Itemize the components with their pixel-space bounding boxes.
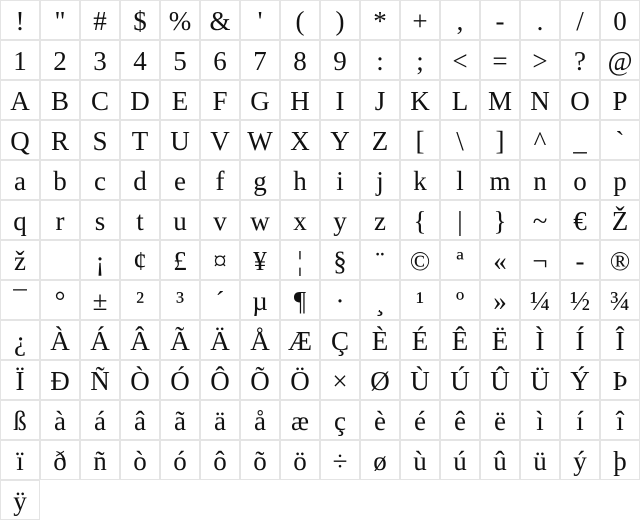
glyph-cell[interactable]: ð [40,440,80,480]
glyph-cell[interactable]: ° [40,280,80,320]
glyph-cell[interactable]: Ž [600,200,640,240]
glyph-cell[interactable]: ø [360,440,400,480]
glyph-cell[interactable]: _ [560,120,600,160]
glyph-cell[interactable]: õ [240,440,280,480]
glyph-cell[interactable]: t [120,200,160,240]
glyph-cell[interactable]: - [480,0,520,40]
glyph-cell[interactable]: · [320,280,360,320]
glyph-cell[interactable]: € [560,200,600,240]
glyph-cell[interactable]: Ù [400,360,440,400]
empty-grid-area [40,480,640,520]
glyph-cell[interactable]: à [40,400,80,440]
glyph-cell[interactable]: G [240,80,280,120]
glyph-cell[interactable]: ã [160,400,200,440]
glyph-cell[interactable]: d [120,160,160,200]
glyph-cell[interactable]: $ [120,0,160,40]
glyph-cell[interactable]: ¾ [600,280,640,320]
glyph-cell[interactable]: M [480,80,520,120]
glyph-cell[interactable]: r [40,200,80,240]
glyph-cell[interactable]: ' [240,0,280,40]
glyph-cell[interactable]: l [440,160,480,200]
glyph-cell[interactable]: É [400,320,440,360]
glyph-cell[interactable]: . [520,0,560,40]
glyph-cell[interactable]: ç [320,400,360,440]
glyph-cell[interactable]: s [80,200,120,240]
glyph-cell[interactable]: û [480,440,520,480]
glyph-cell[interactable]: ´ [200,280,240,320]
glyph-cell[interactable]: [ [400,120,440,160]
glyph-cell[interactable]: ¬ [520,240,560,280]
glyph-cell[interactable]: ² [120,280,160,320]
glyph-cell[interactable]: j [360,160,400,200]
glyph-cell[interactable]: Ú [440,360,480,400]
glyph-cell[interactable]: ý [560,440,600,480]
glyph-cell[interactable]: È [360,320,400,360]
glyph-cell[interactable]: h [280,160,320,200]
glyph-cell[interactable]: ¡ [80,240,120,280]
glyph-cell[interactable]: î [600,400,640,440]
glyph-cell[interactable]: Á [80,320,120,360]
glyph-cell[interactable]: ¶ [280,280,320,320]
glyph-cell[interactable]: æ [280,400,320,440]
glyph-cell[interactable]: W [240,120,280,160]
glyph-cell[interactable]: Ô [200,360,240,400]
glyph-cell[interactable]: Â [120,320,160,360]
glyph-cell[interactable]: c [80,160,120,200]
glyph-cell[interactable]: ä [200,400,240,440]
glyph-cell[interactable]: ½ [560,280,600,320]
glyph-cell[interactable]: â [120,400,160,440]
glyph-cell[interactable]: « [480,240,520,280]
glyph-cell[interactable]: 3 [80,40,120,80]
glyph-cell[interactable]: ~ [520,200,560,240]
glyph-cell[interactable]: ¿ [0,320,40,360]
glyph-cell[interactable]: ; [400,40,440,80]
glyph-cell[interactable]: Ý [560,360,600,400]
glyph-cell[interactable]: Ë [480,320,520,360]
glyph-cell[interactable]: ± [80,280,120,320]
glyph-cell[interactable]: 2 [40,40,80,80]
glyph-cell[interactable]: Ê [440,320,480,360]
glyph-cell[interactable]: k [400,160,440,200]
glyph-cell[interactable]: < [440,40,480,80]
glyph-cell[interactable]: ö [280,440,320,480]
glyph-cell[interactable]: & [200,0,240,40]
glyph-cell[interactable]: i [320,160,360,200]
glyph-cell[interactable]: g [240,160,280,200]
glyph-cell[interactable]: 9 [320,40,360,80]
glyph-cell[interactable]: ÷ [320,440,360,480]
glyph-cell[interactable]: ! [0,0,40,40]
glyph-cell[interactable]: N [520,80,560,120]
glyph-cell-blank[interactable] [40,240,80,280]
glyph-cell[interactable]: 1 [0,40,40,80]
glyph-cell[interactable]: ª [440,240,480,280]
glyph-cell[interactable]: K [400,80,440,120]
glyph-cell[interactable]: z [360,200,400,240]
glyph-cell[interactable]: : [360,40,400,80]
glyph-cell[interactable]: x [280,200,320,240]
glyph-cell[interactable]: ¦ [280,240,320,280]
glyph-cell[interactable]: # [80,0,120,40]
glyph-cell[interactable]: Î [600,320,640,360]
glyph-cell[interactable]: Ì [520,320,560,360]
glyph-cell[interactable]: ò [120,440,160,480]
glyph-cell[interactable]: ¸ [360,280,400,320]
glyph-cell[interactable]: A [0,80,40,120]
glyph-cell[interactable]: ¥ [240,240,280,280]
glyph-cell[interactable]: I [320,80,360,120]
glyph-cell[interactable]: Þ [600,360,640,400]
glyph-cell[interactable]: 7 [240,40,280,80]
glyph-cell[interactable]: ú [440,440,480,480]
glyph-cell[interactable]: X [280,120,320,160]
glyph-cell[interactable]: > [520,40,560,80]
glyph-cell[interactable]: Å [240,320,280,360]
glyph-cell[interactable]: } [480,200,520,240]
glyph-cell[interactable]: å [240,400,280,440]
glyph-cell[interactable]: ) [320,0,360,40]
glyph-cell[interactable]: ³ [160,280,200,320]
glyph-cell[interactable]: Ü [520,360,560,400]
glyph-cell[interactable]: 0 [600,0,640,40]
glyph-cell[interactable]: í [560,400,600,440]
glyph-cell[interactable]: n [520,160,560,200]
glyph-cell[interactable]: ž [0,240,40,280]
glyph-cell[interactable]: ì [520,400,560,440]
glyph-cell[interactable]: | [440,200,480,240]
glyph-cell[interactable]: á [80,400,120,440]
glyph-cell[interactable]: 6 [200,40,240,80]
glyph-cell[interactable]: Û [480,360,520,400]
glyph-cell[interactable]: R [40,120,80,160]
glyph-cell[interactable]: ê [440,400,480,440]
glyph-cell[interactable]: Ñ [80,360,120,400]
glyph-cell[interactable]: Õ [240,360,280,400]
glyph-cell[interactable]: C [80,80,120,120]
glyph-cell[interactable]: è [360,400,400,440]
glyph-cell[interactable]: D [120,80,160,120]
glyph-cell[interactable]: ¼ [520,280,560,320]
glyph-cell[interactable]: À [40,320,80,360]
glyph-cell[interactable]: b [40,160,80,200]
glyph-cell[interactable]: L [440,80,480,120]
glyph-cell[interactable]: f [200,160,240,200]
glyph-cell[interactable]: » [480,280,520,320]
glyph-cell[interactable]: , [440,0,480,40]
glyph-cell[interactable]: P [600,80,640,120]
glyph-cell[interactable]: / [560,0,600,40]
glyph-cell[interactable]: Z [360,120,400,160]
glyph-cell[interactable]: Í [560,320,600,360]
glyph-cell[interactable]: § [320,240,360,280]
glyph-cell[interactable]: % [160,0,200,40]
glyph-cell[interactable]: 4 [120,40,160,80]
glyph-cell[interactable]: 8 [280,40,320,80]
glyph-cell[interactable]: ® [600,240,640,280]
glyph-cell[interactable]: Y [320,120,360,160]
glyph-cell[interactable]: m [480,160,520,200]
glyph-cell[interactable]: Ó [160,360,200,400]
glyph-cell[interactable]: ? [560,40,600,80]
glyph-cell[interactable]: ï [0,440,40,480]
glyph-cell[interactable]: V [200,120,240,160]
glyph-cell[interactable]: = [480,40,520,80]
glyph-cell[interactable]: ¹ [400,280,440,320]
glyph-cell[interactable]: ¢ [120,240,160,280]
glyph-cell[interactable]: ( [280,0,320,40]
glyph-cell[interactable]: y [320,200,360,240]
glyph-cell[interactable]: Q [0,120,40,160]
glyph-cell[interactable]: µ [240,280,280,320]
glyph-cell[interactable]: * [360,0,400,40]
glyph-cell[interactable]: \ [440,120,480,160]
glyph-cell[interactable]: J [360,80,400,120]
glyph-cell[interactable]: ü [520,440,560,480]
glyph-cell[interactable]: ë [480,400,520,440]
glyph-cell[interactable]: × [320,360,360,400]
glyph-cell[interactable]: ó [160,440,200,480]
glyph-cell[interactable]: { [400,200,440,240]
glyph-cell[interactable]: ¤ [200,240,240,280]
glyph-cell[interactable]: þ [600,440,640,480]
glyph-cell[interactable]: ô [200,440,240,480]
glyph-cell[interactable]: F [200,80,240,120]
glyph-cell[interactable]: ù [400,440,440,480]
glyph-cell[interactable]: S [80,120,120,160]
glyph-cell[interactable]: T [120,120,160,160]
glyph-cell[interactable]: u [160,200,200,240]
glyph-cell[interactable]: ÿ [0,480,40,520]
glyph-cell[interactable]: O [560,80,600,120]
glyph-cell[interactable]: Ä [200,320,240,360]
glyph-cell[interactable]: - [560,240,600,280]
glyph-cell[interactable]: ¨ [360,240,400,280]
glyph-cell[interactable]: U [160,120,200,160]
glyph-cell[interactable]: º [440,280,480,320]
glyph-cell[interactable]: ñ [80,440,120,480]
glyph-cell[interactable]: E [160,80,200,120]
glyph-cell[interactable]: 5 [160,40,200,80]
glyph-cell[interactable]: Ð [40,360,80,400]
glyph-cell[interactable]: Ï [0,360,40,400]
glyph-cell[interactable]: Æ [280,320,320,360]
glyph-cell[interactable]: " [40,0,80,40]
glyph-cell[interactable]: o [560,160,600,200]
glyph-cell[interactable]: ¯ [0,280,40,320]
glyph-cell[interactable]: + [400,0,440,40]
glyph-cell[interactable]: ß [0,400,40,440]
glyph-cell[interactable]: w [240,200,280,240]
glyph-cell[interactable]: H [280,80,320,120]
glyph-cell[interactable]: ` [600,120,640,160]
glyph-cell[interactable]: e [160,160,200,200]
glyph-cell[interactable]: @ [600,40,640,80]
glyph-cell[interactable]: Ã [160,320,200,360]
glyph-cell[interactable]: B [40,80,80,120]
glyph-cell[interactable]: Ç [320,320,360,360]
glyph-cell[interactable]: Ö [280,360,320,400]
glyph-cell[interactable]: q [0,200,40,240]
glyph-cell[interactable]: é [400,400,440,440]
glyph-cell[interactable]: v [200,200,240,240]
glyph-cell[interactable]: © [400,240,440,280]
glyph-cell[interactable]: Ò [120,360,160,400]
glyph-cell[interactable]: p [600,160,640,200]
glyph-cell[interactable]: a [0,160,40,200]
glyph-cell[interactable]: £ [160,240,200,280]
glyph-cell[interactable]: Ø [360,360,400,400]
glyph-cell[interactable]: ] [480,120,520,160]
glyph-cell[interactable]: ^ [520,120,560,160]
